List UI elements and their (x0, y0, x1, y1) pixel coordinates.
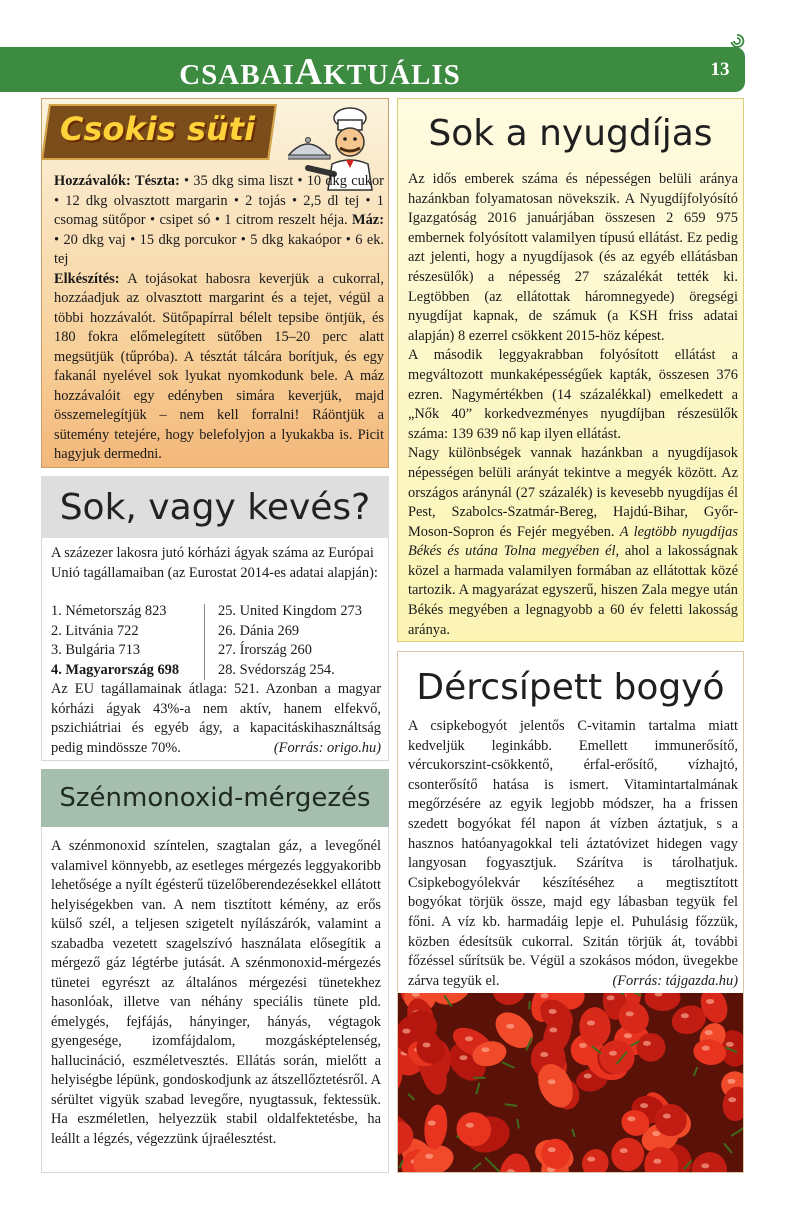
berry-highlight (705, 1030, 713, 1035)
rosehip-source: (Forrás: tájgazda.hu) (612, 972, 738, 989)
stats-item: 26. Dánia 269 (218, 622, 300, 639)
berry-highlight (425, 1154, 433, 1159)
pension-p3-text: Nagy különbségek vannak hazánkban a nyugdíjasok népességen belüli arányát tekintve a megyék között. Az országos aránynál (27 százalék) is kevesebb nyugdíjas él Pest, Szabolcs-Szatmár-Bereg, Hajdú-Bihar, Győr-Moson-Sopron és Fejér megyében. (408, 445, 738, 540)
recipe-title: Csokis süti (60, 110, 256, 148)
stats-item: 28. Svédország 254. (218, 661, 335, 678)
stats-item: 2. Litvánia 722 (51, 622, 139, 639)
berry-highlight (587, 1021, 595, 1026)
method-text: A tojásokat habosra keverjük a cukorral, hozzáadjuk az olvasztott margarint és a tejet, végül a többi hozzávalót. Sütőpapírral bélelt tepsibe öntjük, és 180 fokra előmelegített sütőben 15–20 perc alatt megsütjük (tűpróba). A tésztát tálcára borítjuk, és egy fakanál nyelével sok lyukat nyomkodunk bele. A máz hozzávalóit egy edényben simára keverjük, majd összemelegítjük – nem kell forralni! Ráöntjük a sütemény tetejére, hogy belefolyjon a lyukakba is. Picit hagyjuk dermedni. (54, 270, 384, 462)
rosehip-body: A csipkebogyót jelentős C-vitamin tartalma miatt kedveljük leginkább. Emellett immunerősítő, vércukorszint-csökkentő, érfal-erősítő, vízhajtó, csonterősítő hatása is ismert. Vitamintartalmának megőrzésére az egyik legjobb módszer, ha a frissen szedett bogyókat fél napon át vízben áztatjuk, s a hasznos hatóanyagokkal teli áztatóvizet hidegen vagy langyosan fogyasztjuk. Szárítva is tárolhatjuk. Csipkebogyólekvár készítéséhez a megtisztított bogyókat törjük össze, majd egy lábasban tegyük fel főni. A víz kb. harmadáig lepje el. Puhulásig főzzük, közben édesítsük cukorral. Szitán törjük át, további főzéssel sűrítsük be. Végül a szokásos módon, üvegekbe zárva tegyük el. (408, 718, 738, 989)
berry-highlight (466, 1123, 474, 1128)
stats-left-column (51, 602, 201, 680)
berry-highlight (540, 1052, 548, 1057)
berry-highlight (506, 1024, 514, 1029)
berry-highlight (727, 1079, 735, 1084)
masthead-prefix: CSABAI (179, 59, 295, 91)
rosehip-title: Dércsípett bogyó (416, 667, 725, 708)
berry-highlight (706, 999, 714, 1004)
stats-columns (51, 602, 381, 682)
berry-highlight (579, 1043, 587, 1048)
masthead-initial: A (294, 51, 324, 93)
stats-tail-text: Az EU tagállamainak átlaga: 521. Azonban a magyar kórházi ágyak 43%-a nem aktív, hanem elfekvő, pszichiátriai és egyéb ágy, a kapacitáskihasználtság pedig mindössze 70%. (51, 681, 381, 756)
berry-highlight (549, 1028, 557, 1033)
masthead (40, 51, 600, 93)
recipe-text (54, 172, 384, 465)
ingredients-label: Hozzávalók: (54, 173, 131, 189)
berry-highlight (681, 1013, 689, 1018)
berry-highlight (548, 1079, 556, 1084)
berry-highlight (465, 1036, 473, 1041)
pension-p3-end: ahol a lakosságnak közel a harmada valamilyen formában az ellátottak közé tartozik. A magyarázat egyszerű, hiszen Zala megye után Békés megyében a legnagyobb a 60 év feletti lakosság aránya. (408, 543, 738, 638)
berry-highlight (620, 1148, 628, 1153)
berry-highlight (726, 1042, 734, 1047)
berry-highlight (640, 1103, 648, 1108)
stats-tail (51, 680, 381, 758)
column-divider (204, 604, 205, 680)
stats-item: 27. Írország 260 (218, 642, 312, 658)
stats-intro: A százezer lakosra jutó kórházi ágyak száma az Európai Unió tagállamaiban (az Eurostat 2014-es adatai alapján): (51, 545, 378, 581)
berry-highlight (653, 1159, 661, 1164)
co-title: Szénmonoxid-mérgezés (59, 783, 371, 813)
swirl-icon (729, 33, 745, 49)
pension-paragraph (408, 444, 738, 640)
berry-highlight (702, 1046, 710, 1051)
berry-highlight (663, 1114, 671, 1119)
rosehip-text (408, 717, 738, 991)
berry-highlight (549, 1009, 557, 1014)
berry-highlight (609, 1051, 617, 1056)
stats-item-highlight: 4. Magyarország 698 (51, 661, 180, 678)
berry-highlight (548, 1147, 556, 1152)
berry-highlight (459, 1055, 467, 1060)
berry-highlight (643, 1041, 651, 1046)
stats-item: 3. Bulgária 713 (51, 642, 141, 658)
berry-highlight (728, 1097, 736, 1102)
berry-highlight (540, 993, 548, 998)
berry-highlight (428, 1121, 436, 1126)
berry-highlight (624, 1033, 632, 1038)
dough-label: Tészta: (135, 173, 180, 189)
stats-right-column (218, 602, 388, 680)
pension-paragraph: Az idős emberek száma és népességen belüli aránya hazánkban folyamatosan növekszik. A Nyugdíjfolyósító Igazgatóság 2016 januárjában összesen 2 659 975 embernek folyósított valamilyen típusú ellátást. Ez pedig azt jelenti, hogy a nyugdíjasok (és az egyéb ellátásban részesülők) a népesség 27 százalékát tették ki. Legtöbben (az ellátottak háromnegyede) öregségi nyugdíjat kapnak, de számuk (a KSH friss adatai alapján) 8 ezerrel csökkent 2015-höz képest. (408, 171, 738, 344)
stats-source: (Forrás: origo.hu) (273, 739, 381, 756)
stats-title: Sok, vagy kevés? (59, 487, 371, 528)
berry-highlight (652, 1131, 660, 1136)
berry-highlight (626, 1011, 634, 1016)
dough-items: • 35 dkg sima liszt • 10 dkg cukor • 12 dkg olvasztott margarin • 2 tojás • 2,5 dl tej • 1 csomag sütőpor • csipet só • 1 citrom reszelt héja. (54, 173, 384, 228)
glaze-items: • 20 dkg vaj • 15 dkg porcukor • 5 dkg kakaópor • 6 ek. tej (54, 231, 384, 267)
berry-highlight (627, 1116, 635, 1121)
pension-text (408, 170, 738, 640)
berry-highlight (584, 1074, 592, 1079)
berry-highlight (701, 1163, 709, 1168)
berry-highlight (587, 1157, 595, 1162)
berry-highlight (607, 995, 615, 1000)
stats-item: 1. Németország 823 (51, 603, 167, 619)
rosehip-berries-image (398, 993, 743, 1172)
berry-highlight (481, 1047, 489, 1052)
co-text: A szénmonoxid színtelen, szagtalan gáz, a levegőnél valamivel könnyebb, az esetleges mérgezés leggyakoribb lehetősége a nyílt égésterű tüzelőberendezésekkel ellátott helyiségekben van. A nem tisztított kémény, az erős külső szél, a teljesen szigetelt nyílászárók, valamint a szabadba vezetett szagelszívó használata elősegítik a mérgező gáz légtérbe jutását. A szénmonoxid-mérgezés tünetei egyrészt az általános mérgezési tünetekhez hasonlóak, illetve van néhány speciális tünete pld. émelygés, fejfájás, hányinger, hányás, végtagok gyengesége, izomfájdalom, mozgásképtelenség, hallucináció, eszméletvesztés. Ellátás során, mielőtt a helyiségbe lépünk, gondoskodjunk az átszellőztetésről. A sérültet vigyük szabad levegőre, nyugtassuk, fektessük. Ha eszméletlen, helyezzük stabil oldalfektetésbe, ha leállt a légzés, végezzünk újraélesztést. (51, 838, 381, 1147)
method-label: Elkészítés: (54, 270, 120, 287)
stats-item: 25. United Kingdom 273 (218, 603, 362, 619)
berry-highlight (423, 1042, 431, 1047)
masthead-rest: KTUÁLIS (323, 59, 461, 91)
pension-paragraph: A második leggyakrabban folyósított ellátást a megváltozott munkaképességűek kapták, összesen 376 ezren. Nagymértékben (14 százalékkal) emelkedett a „Nők 40” korkedvezményes nyugdíjban részesülők száma: 139 639 nő kap ilyen ellátást. (408, 347, 738, 442)
rosehip-photo (398, 993, 743, 1172)
berry-highlight (402, 1029, 410, 1034)
berry-stem (529, 1001, 530, 1009)
page-number: 13 (710, 59, 730, 80)
glaze-label: Máz: (352, 212, 384, 228)
pension-p3-italic: A legtöbb nyugdíjas Békés és utána Tolna megyében él, (408, 523, 738, 560)
pension-title: Sok a nyugdíjas (428, 113, 713, 154)
